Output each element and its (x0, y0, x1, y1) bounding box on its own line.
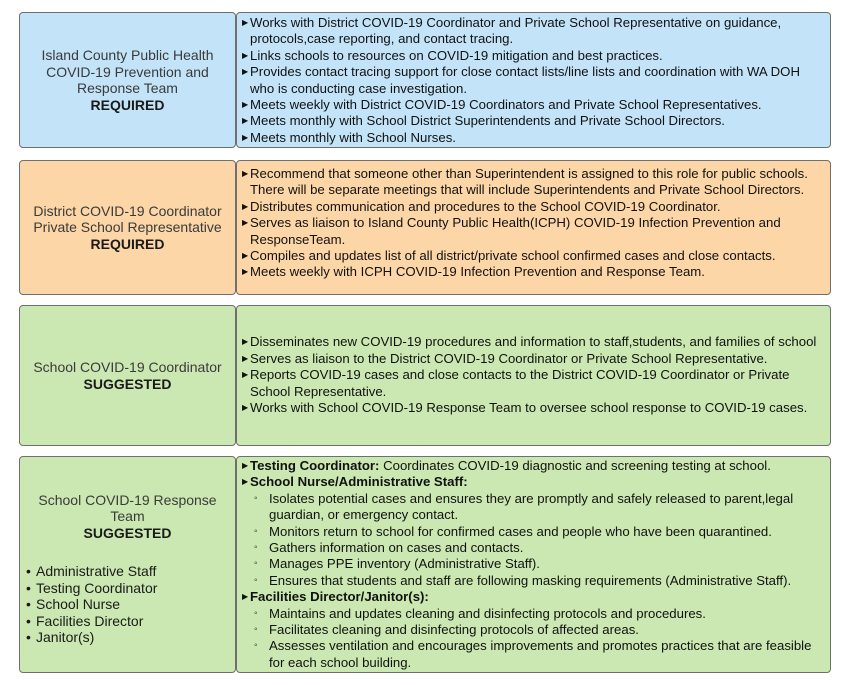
triangle-bullet-icon: ▶ (242, 477, 249, 487)
triangle-bullet-icon: ▶ (242, 169, 249, 178)
role-box-district-coordinator (19, 160, 236, 295)
status-label: SUGGESTED (83, 375, 172, 392)
role-box-school-coordinator (19, 305, 236, 446)
sub-bullet-item: ◦ Monitors return to school for confirmed cases and people who have been quarantined. (254, 523, 772, 539)
team-member-item: • Janitor(s) (26, 629, 95, 645)
dot-bullet-icon: • (26, 596, 31, 612)
sub-bullet-item: ◦ Assesses ventilation and encourages improvements and promotes practices that are feasible for each school building. (254, 638, 812, 670)
role-heading-item: ▶ Testing Coordinator: Coordinates COVID-19 diagnostic and screening testing at school. (242, 458, 771, 473)
team-member-item: • Testing Coordinator (26, 579, 158, 596)
role-name-line: COVID-19 Prevention and (46, 63, 209, 80)
responsibilities-box-response-team (236, 456, 831, 673)
triangle-bullet-icon: ▶ (242, 353, 249, 363)
status-label: REQUIRED (90, 235, 165, 252)
role-name-line: Response Team (77, 80, 178, 96)
team-members-list (20, 563, 235, 646)
bullet-item: ▶ Links schools to resources on COVID-19 mitigation and best practices. (242, 47, 663, 63)
triangle-bullet-icon: ▶ (242, 116, 249, 126)
triangle-bullet-icon: ▶ (242, 267, 249, 277)
triangle-bullet-icon: ▶ (242, 461, 249, 470)
triangle-bullet-icon: ▶ (242, 218, 249, 228)
role-title: Facilities Director/Janitor(s): (250, 589, 429, 605)
triangle-bullet-icon: ▶ (242, 592, 249, 602)
team-member-item: • Facilities Director (26, 612, 144, 629)
bullet-item: ▶ Recommend that someone other than Superintendent is assigned to this role for public schools. There will be separate meetings that will include Superintendents and Private School Directors. (242, 166, 808, 198)
status-label: SUGGESTED (83, 524, 172, 541)
bullet-item: ▶ Meets weekly with District COVID-19 Coordinators and Private School Representatives. (242, 97, 762, 113)
triangle-bullet-icon: ▶ (242, 50, 249, 60)
role-heading-item (242, 589, 824, 605)
sub-bullet-item: ◦ Manages PPE inventory (Administrative Staff). (254, 556, 540, 572)
triangle-bullet-icon: ▶ (242, 370, 249, 380)
triangle-bullet-icon: ▶ (242, 251, 249, 261)
role-name-line: School COVID-19 Coordinator (33, 359, 222, 375)
role-box-public-health (19, 12, 236, 148)
triangle-bullet-icon: ▶ (242, 337, 249, 347)
bullet-item: ▶ Serves as liaison to the District COVID-19 Coordinator or Private School Representative. (242, 350, 768, 366)
circle-bullet-icon: ◦ (254, 558, 258, 570)
bullet-item: ▶ Provides contact tracing support for close contact lists/line lists and coordination with WA DOH who is conducting case investigation. (242, 64, 800, 96)
status-label: REQUIRED (90, 96, 165, 113)
circle-bullet-icon: ◦ (254, 624, 258, 636)
bullet-item: ▶ Works with School COVID-19 Response Team to oversee school response to COVID-19 cases. (242, 400, 808, 416)
dot-bullet-icon: • (26, 612, 31, 629)
role-name-line: School COVID-19 Response Team (38, 491, 217, 524)
role-heading-item (242, 474, 824, 490)
role-name-line: Island County Public Health (41, 47, 214, 63)
triangle-bullet-icon: ▶ (242, 403, 249, 413)
bullet-item: ▶ Works with District COVID-19 Coordinator and Private School Representative on guidance, protocols,case reporting, and contact tracing. (242, 15, 782, 47)
triangle-bullet-icon: ▶ (242, 100, 249, 110)
role-name-line: Private School Representative (33, 219, 222, 236)
bullet-item: ▶ Reports COVID-19 cases and close contacts to the District COVID-19 Coordinator or Private School Representative. (242, 367, 790, 399)
circle-bullet-icon: ◦ (254, 640, 258, 652)
dot-bullet-icon: • (26, 579, 31, 596)
sub-bullet-item: ◦ Ensures that students and staff are following masking requirements (Administrative Staff). (254, 572, 792, 588)
bullet-item: ▶ Meets monthly with School District Superintendents and Private School Directors. (242, 113, 725, 129)
circle-bullet-icon: ◦ (254, 492, 258, 504)
bullet-item: ▶ Disseminates new COVID-19 procedures and information to staff,students, and families of school (242, 334, 817, 350)
circle-bullet-icon: ◦ (254, 525, 258, 537)
sub-bullet-item: ◦ Gathers information on cases and contacts. (254, 540, 524, 556)
triangle-bullet-icon: ▶ (242, 132, 249, 142)
bullet-item: ▶ Distributes communication and procedures to the School COVID-19 Coordinator. (242, 198, 721, 214)
circle-bullet-icon: ◦ (254, 574, 258, 586)
dot-bullet-icon: • (26, 629, 31, 645)
circle-bullet-icon: ◦ (254, 542, 258, 554)
responsibilities-box-district-coordinator (236, 160, 831, 295)
bullet-item: ▶ Meets weekly with ICPH COVID-19 Infection Prevention and Response Team. (242, 264, 705, 280)
bullet-item: ▶ Meets monthly with School Nurses. (242, 129, 456, 145)
dot-bullet-icon: • (26, 563, 31, 579)
role-box-response-team (19, 456, 236, 673)
responsibilities-box-public-health (236, 12, 831, 148)
role-title: Testing Coordinator: (250, 458, 380, 473)
sub-bullet-item: ◦ Isolates potential cases and ensures they are promptly and safely released to parent,legal guardian, or emergency contact. (254, 490, 794, 523)
triangle-bullet-icon: ▶ (242, 201, 249, 211)
team-member-item: • Administrative Staff (26, 563, 157, 579)
sub-bullet-item: ◦ Facilitates cleaning and disinfecting protocols of affected areas. (254, 622, 639, 638)
team-member-item: • School Nurse (26, 596, 121, 612)
circle-bullet-icon: ◦ (254, 607, 258, 619)
responsibilities-box-school-coordinator (236, 305, 831, 446)
triangle-bullet-icon: ▶ (242, 67, 249, 77)
bullet-item: ▶ Compiles and updates list of all district/private school confirmed cases and close contacts. (242, 248, 776, 264)
role-name-line: District COVID-19 Coordinator (33, 202, 222, 219)
triangle-bullet-icon: ▶ (242, 18, 249, 27)
sub-bullet-item: ◦ Maintains and updates cleaning and disinfecting protocols and procedures. (254, 605, 706, 621)
role-title: School Nurse/Administrative Staff: (250, 474, 468, 490)
bullet-item: ▶ Serves as liaison to Island County Public Health(ICPH) COVID-19 Infection Prevention and ResponseTeam. (242, 215, 781, 247)
